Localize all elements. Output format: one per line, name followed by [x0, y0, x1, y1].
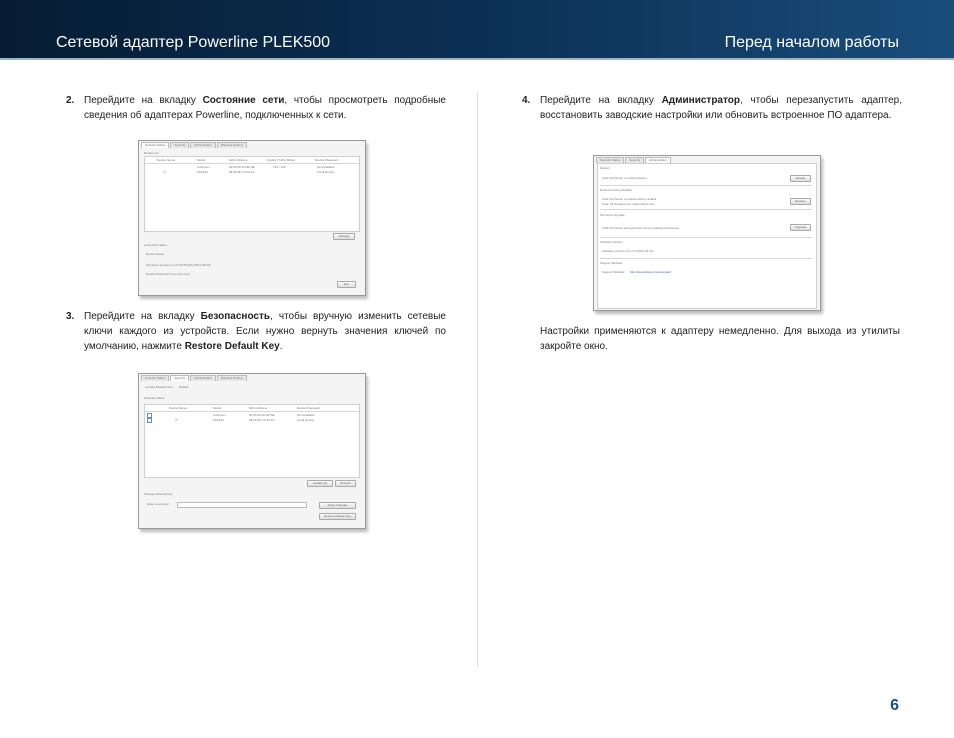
closing-note: Настройки применяются к адаптеру немедленно. Для выхода из утилиты закройте окно.: [540, 326, 900, 352]
cell: Not Available: [297, 413, 315, 417]
tab-security: Security: [170, 142, 189, 148]
col-header: MAC Address: [229, 158, 248, 162]
header-rule: [145, 411, 359, 412]
restore-key-name: Restore Default Key: [184, 341, 280, 352]
device-password: Device Password xxxx-xxxx-xxxx: [146, 272, 191, 276]
firmware-text: Click this button and select the file to upgrade local device: [602, 226, 680, 230]
tab-security: Security: [170, 375, 189, 381]
page-number: 6: [890, 697, 899, 714]
restore-default-key-button: Restore Default Key: [319, 513, 356, 520]
step-2: [66, 93, 446, 125]
support-title: Support Website: [600, 261, 623, 265]
enter-key-label: Enter a new key:: [147, 502, 170, 506]
group-title: Network Status: [144, 396, 165, 400]
tab-name-security: Безопасность: [200, 311, 271, 322]
restore-note: Note: All changes you made will be lost: [602, 202, 655, 206]
col-header: MAC Address: [249, 406, 268, 410]
cell: PLE400: [197, 170, 208, 174]
tab-name-admin: Администратор: [661, 95, 740, 106]
tab-name-status: Состояние сети: [202, 95, 285, 106]
support-link: http://www.linksys.com/support: [630, 270, 672, 274]
screenshot-tabs: [141, 375, 248, 381]
new-key-input: [177, 502, 307, 508]
tab-administrator: Administrator: [190, 142, 216, 148]
firmware-title: Firmware Upgrade: [600, 213, 625, 217]
restore-text: Click this button to restore factory default: [602, 197, 657, 201]
cell: Unknown: [213, 413, 226, 417]
cell: Local Device: [317, 170, 335, 174]
network-status-screenshot: [138, 140, 366, 296]
text-run: , чтобы просмотреть подробные сведения об адаптерах Powerline, подключенных к сети.: [84, 95, 446, 121]
tab-administrator: Administrator: [645, 157, 671, 163]
page-header: [0, 0, 954, 58]
col-header: Model: [197, 158, 206, 162]
col-header: Device Password: [315, 158, 339, 162]
row-checkbox: [147, 418, 152, 423]
upgrade-button: Upgrade: [790, 224, 811, 231]
change-key-title: Change Network Key: [144, 492, 173, 496]
col-header: Model: [213, 406, 222, 410]
cell: 135 / 126: [273, 165, 286, 169]
text-run: Перейдите на вкладку: [84, 95, 203, 106]
group-title: Device List: [144, 151, 159, 155]
column-divider: [477, 92, 478, 667]
text-run: .: [279, 341, 283, 352]
section-title: Перед началом работы: [724, 34, 899, 51]
step-number: 2.: [66, 95, 75, 106]
header-rule: [0, 58, 954, 60]
local-device-name: Device Name: [146, 252, 165, 256]
current-key-label: Current Network Key:: [145, 385, 174, 389]
tab-network-status: Network Status: [141, 375, 169, 381]
cell: (*): [175, 418, 179, 422]
step-4: [522, 93, 902, 141]
update-button: Update (4): [307, 480, 333, 487]
current-key-value: Default: [179, 385, 189, 389]
firmware-version: Firmware Version 1.1.22 (INT6x00) (2011-05-03): [146, 263, 211, 267]
screenshot-tabs: [141, 142, 248, 148]
restart-button: Restart: [790, 175, 811, 182]
tab-network-status: Network Status: [141, 142, 169, 148]
apply-changes-button: Apply Changes: [319, 502, 356, 509]
step-number: 4.: [522, 95, 531, 106]
tab-wireless: Wireless Setting: [217, 142, 247, 148]
section-rule: [600, 185, 812, 186]
step-text: [540, 93, 902, 123]
step-number: 3.: [66, 311, 75, 322]
administrator-screenshot: [593, 155, 821, 311]
step-text: [84, 93, 446, 123]
step-text: [84, 309, 446, 354]
software-title: Software Version: [600, 240, 623, 244]
text-run: , чтобы вручную изменить сетевые ключи каждого из устройств. Если нужно вернуть значения ключей по умолчанию, нажмите: [84, 311, 446, 352]
section-rule: [600, 209, 812, 210]
section-rule: [600, 258, 812, 259]
text-run: Перейдите на вкладку: [84, 311, 201, 322]
software-version: Software Version: 0.1.2.0 (2011-05-12): [602, 249, 654, 253]
col-header: Device Password: [297, 406, 321, 410]
admin-pane: [597, 163, 817, 309]
cell: PLE400: [213, 418, 224, 422]
col-header: Device Name: [169, 406, 188, 410]
cell: 00:25:9C:D4:8F:6E: [249, 413, 275, 417]
settings-button: Settings: [333, 233, 355, 240]
tab-security: Security: [625, 157, 644, 163]
cell: 58:6D:8F:70:A2:1A: [229, 170, 255, 174]
tab-network-status: Network Status: [596, 157, 624, 163]
device-list: [144, 404, 360, 478]
local-info-title: Local Information: [144, 243, 168, 247]
refresh-button: Refresh: [335, 480, 356, 487]
product-title: Сетевой адаптер Powerline PLEK500: [56, 34, 331, 51]
header-rule: [145, 163, 359, 164]
cell: Local Device: [297, 418, 315, 422]
exit-button: Exit: [337, 281, 356, 288]
cell: (*): [163, 170, 167, 174]
cell: 58:6D:8F:70:A2:1A: [249, 418, 275, 422]
cell: Not Available: [317, 165, 335, 169]
text-run: Перейдите на вкладку: [540, 95, 662, 106]
tab-wireless: Wireless Setting: [217, 375, 247, 381]
text-run: , чтобы перезапустить адаптер, восстановить заводские настройки или обновить встроенное ПО адаптера.: [540, 95, 902, 121]
restore-title: Restore Factory Default: [600, 188, 632, 192]
support-label: Support Website:: [602, 270, 625, 274]
restart-title: Restart: [600, 166, 610, 170]
col-header: Quality (Tx/Rx Mbps): [267, 158, 296, 162]
device-list: [144, 156, 360, 232]
security-screenshot: [138, 373, 366, 529]
section-rule: [600, 237, 812, 238]
step-3: [66, 309, 446, 357]
cell: Unknown: [197, 165, 210, 169]
restart-text: Click this button to restart adapter: [602, 176, 647, 180]
tab-administrator: Administrator: [190, 375, 216, 381]
col-header: Device Name: [157, 158, 176, 162]
cell: 00:25:9C:D4:8F:6E: [229, 165, 255, 169]
restore-button: Restore: [790, 198, 811, 205]
